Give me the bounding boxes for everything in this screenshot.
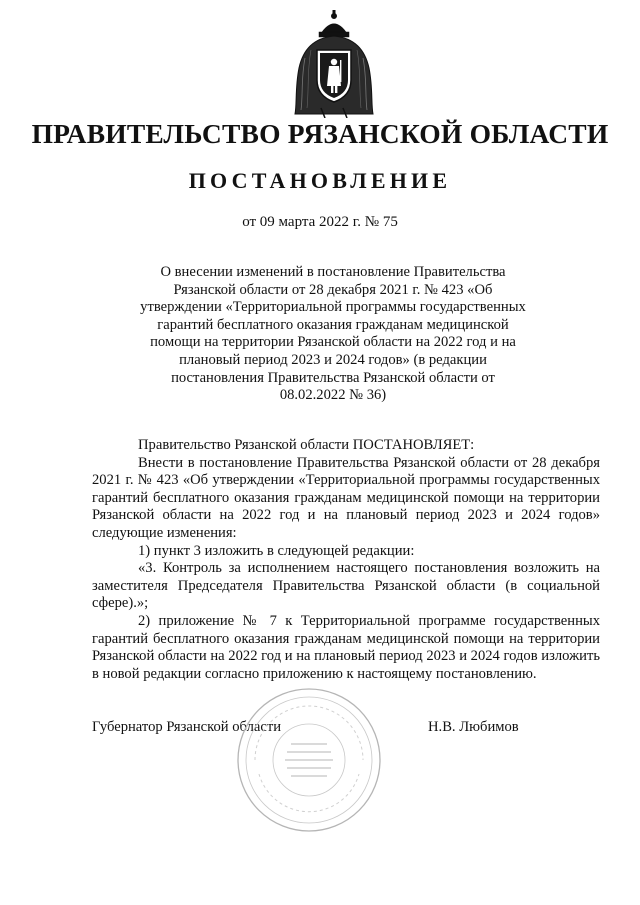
organization-title: ПРАВИТЕЛЬСТВО РЯЗАНСКОЙ ОБЛАСТИ <box>31 118 609 149</box>
preamble: Правительство Рязанской области ПОСТАНОВЛЯЕТ: <box>138 437 475 453</box>
document-subject: О внесении изменений в постановление Правительства Рязанской области от 28 декабря 2021 г. № 423 «Об утверждении «Территориальной программы государственных гарантий бесплатного оказания гражданам медицинской помощи на территории Рязанской области на 2022 год и на плановый период 2023 и 2024 годов» (в редакции постановления Правительства Рязанской области от 08.02.2022 № 36) <box>140 264 526 404</box>
item-1: 1) пункт 3 изложить в следующей редакции: <box>138 542 415 559</box>
intro-paragraph: Внести в постановление Правительства Рязанской области от 28 декабря 2021 г. № 423 «Об утверждении «Территориальной программы государственных гарантий бесплатного оказания гражданам медицинской помощи на территории Рязанской области на 2022 год и на плановый период 2023 и 2024 годов» следующие изменения: <box>92 454 600 541</box>
document-type: ПОСТАНОВЛЕНИЕ <box>188 168 452 193</box>
signatory-position: Губернатор Рязанской области <box>92 719 282 735</box>
item-1-quote: «3. Контроль за исполнением настоящего постановления возложить на заместителя Председателя Правительства Рязанской области (в социальной сфере).»; <box>92 560 600 612</box>
signatory-name: Н.В. Любимов <box>428 719 519 735</box>
document-date-number: от 09 марта 2022 г. № 75 <box>242 214 398 230</box>
official-round-seal-icon <box>235 686 383 834</box>
document-body <box>92 437 600 683</box>
ryazan-coat-of-arms-icon <box>291 10 377 118</box>
item-2: 2) приложение № 7 к Территориальной программе государственных гарантий бесплатного оказания гражданам медицинской помощи на территории Рязанской области на 2022 год и на плановый период 2023 и 2024 годов изложить в новой редакции согласно приложению к настоящему постановлению. <box>92 612 600 682</box>
